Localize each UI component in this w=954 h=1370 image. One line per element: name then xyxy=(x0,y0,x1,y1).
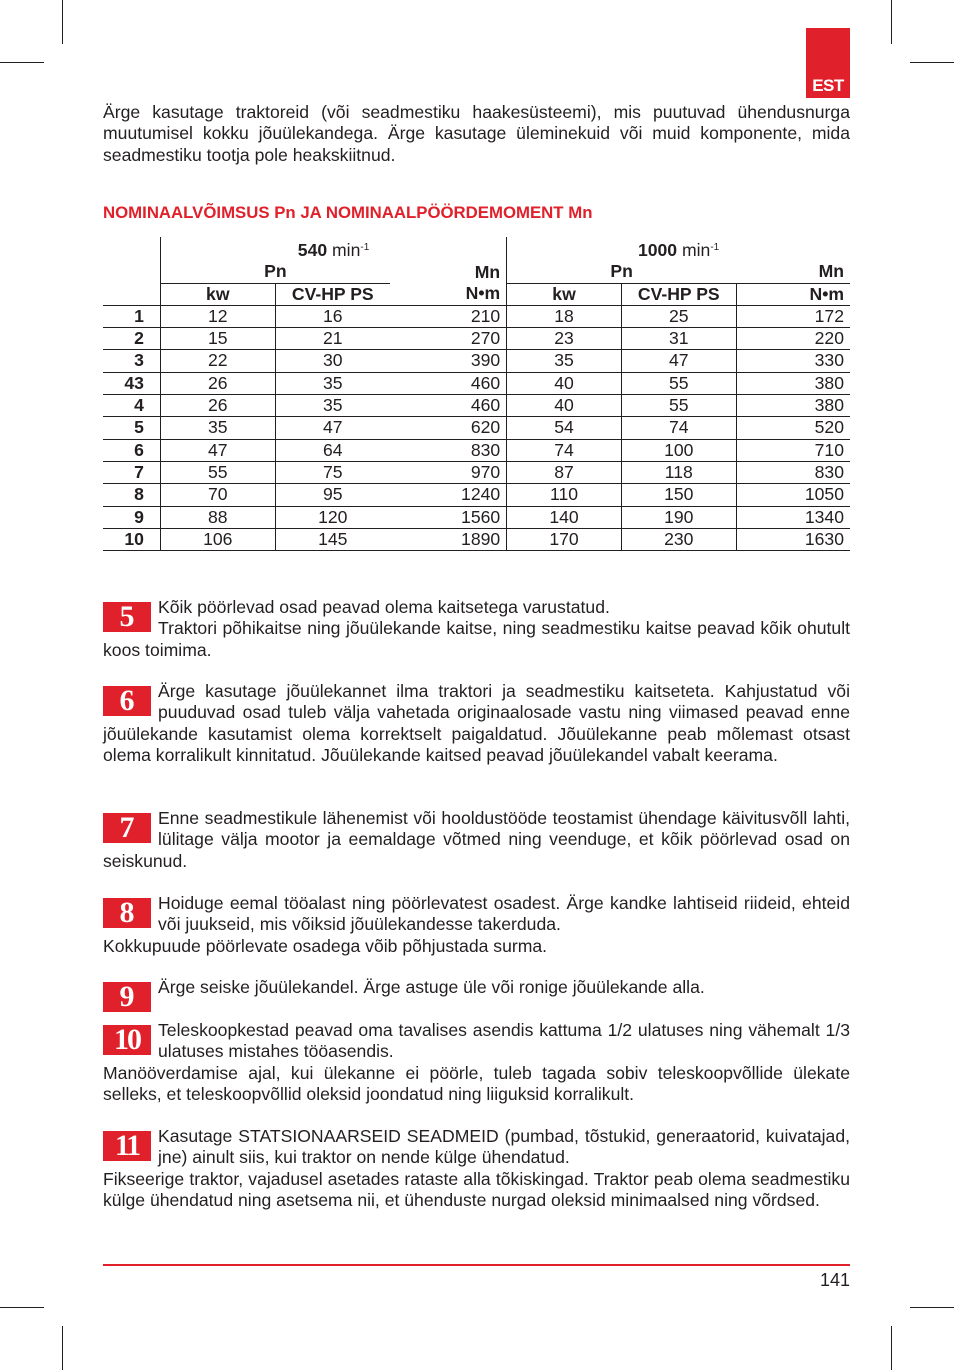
kw-540-cell: 26 xyxy=(160,395,275,417)
warning-text: Kõik pöörlevad osad peavad olema kaitsetega varustatud. xyxy=(158,597,610,617)
table-row xyxy=(103,484,850,506)
cv-header: CV-HP PS xyxy=(275,283,390,305)
table-row xyxy=(103,372,850,394)
crop-mark xyxy=(891,1326,892,1370)
warning-text-continued: Fikseerige traktor, vajadusel asetades rataste alla tõkiskingad. Traktor peab olema seadmestiku külge ühendatud ning asetsema nii, et ühenduste nurgad oleksid minimaalsed ning võrdsed. xyxy=(103,1168,850,1211)
warning-number-badge: 9 xyxy=(103,982,151,1012)
row-index-cell: 43 xyxy=(103,372,160,394)
table-row xyxy=(103,417,850,439)
warning-item-10 xyxy=(103,1020,850,1106)
cv-1000-cell: 230 xyxy=(621,528,736,550)
warning-text-continued: Manööverdamise ajal, kui ülekanne ei pöörle, tuleb tagada sobiv teleskoopvõllide ülekate selleks, et teleskoopvõllid oleksid joondatud ning liiguksid korralikult. xyxy=(103,1062,850,1105)
kw-540-cell: 106 xyxy=(160,528,275,550)
kw-1000-cell: 74 xyxy=(507,439,622,461)
pn-header: Pn xyxy=(160,261,389,283)
crop-mark xyxy=(62,1326,63,1370)
warning-item-11 xyxy=(103,1126,850,1212)
warning-text: Kasutage STATSIONAARSEID SEADMEID (pumbad, tõstukid, generaatorid, kuivatajad, jne) ainult siis, kui traktor on nende külge ühendatud. xyxy=(158,1126,850,1168)
cv-540-cell: 95 xyxy=(275,484,390,506)
nm-540-cell: 970 xyxy=(390,461,507,483)
table-row xyxy=(103,506,850,528)
cv-1000-cell: 74 xyxy=(621,417,736,439)
nm-1000-cell: 1630 xyxy=(736,528,850,550)
warning-item-7 xyxy=(103,808,850,872)
row-index-cell: 5 xyxy=(103,417,160,439)
row-index-cell: 3 xyxy=(103,350,160,372)
nm-1000-cell: 830 xyxy=(736,461,850,483)
nm-1000-cell: 172 xyxy=(736,305,850,327)
crop-mark xyxy=(891,0,892,44)
nm-540-cell: 390 xyxy=(390,350,507,372)
warning-text: Teleskoopkestad peavad oma tavalises asendis kattuma 1/2 ulatuses ning vähemalt 1/3 ulatuses mistahes tööasendis. xyxy=(158,1020,850,1062)
nm-1000-cell: 330 xyxy=(736,350,850,372)
kw-540-cell: 35 xyxy=(160,417,275,439)
kw-540-cell: 26 xyxy=(160,372,275,394)
kw-1000-cell: 87 xyxy=(507,461,622,483)
kw-header: kw xyxy=(160,283,275,305)
kw-1000-cell: 40 xyxy=(507,372,622,394)
cv-540-cell: 47 xyxy=(275,417,390,439)
row-index-cell: 4 xyxy=(103,395,160,417)
nm-1000-cell: 710 xyxy=(736,439,850,461)
kw-540-cell: 70 xyxy=(160,484,275,506)
kw-540-cell: 15 xyxy=(160,328,275,350)
warning-text: Ärge kasutage jõuülekannet ilma traktori ja seadmestiku kaitseteta. Kahjustatud või puuduvad osad tuleb välja vahetada originaalosade vastu ning viimased peavad enne jõuülekande kasutamist olema korrektselt paigaldatud. Jõuülekanne peab mõlemast otsast olema korralikult kinnitatud. Jõuülekande kaitsed peavad jõuülekandel vabalt keerama. xyxy=(103,681,850,766)
warning-number-badge: 7 xyxy=(103,813,151,843)
kw-540-cell: 55 xyxy=(160,461,275,483)
footer-rule xyxy=(103,1264,850,1266)
row-index-cell: 6 xyxy=(103,439,160,461)
table-unit-row xyxy=(103,283,850,305)
cv-540-cell: 21 xyxy=(275,328,390,350)
table-row xyxy=(103,528,850,550)
kw-1000-cell: 170 xyxy=(507,528,622,550)
warning-number-badge: 11 xyxy=(103,1131,151,1161)
warning-item-6 xyxy=(103,681,850,767)
nm-540-cell: 460 xyxy=(390,372,507,394)
cv-540-cell: 64 xyxy=(275,439,390,461)
nm-540-cell: 620 xyxy=(390,417,507,439)
nm-540-cell: 1240 xyxy=(390,484,507,506)
row-index-cell: 7 xyxy=(103,461,160,483)
crop-mark xyxy=(0,1307,44,1308)
nm-1000-cell: 380 xyxy=(736,372,850,394)
cv-540-cell: 30 xyxy=(275,350,390,372)
kw-1000-cell: 35 xyxy=(507,350,622,372)
nm-540-cell: 460 xyxy=(390,395,507,417)
cv-1000-cell: 118 xyxy=(621,461,736,483)
crop-mark xyxy=(910,62,954,63)
cv-1000-cell: 100 xyxy=(621,439,736,461)
nm-1000-cell: 1340 xyxy=(736,506,850,528)
row-index-cell: 9 xyxy=(103,506,160,528)
nm-1000-cell: 520 xyxy=(736,417,850,439)
kw-1000-cell: 140 xyxy=(507,506,622,528)
nm-1000-cell: 220 xyxy=(736,328,850,350)
nm-540-cell: 270 xyxy=(390,328,507,350)
cv-1000-cell: 190 xyxy=(621,506,736,528)
warning-number-badge: 6 xyxy=(103,686,151,716)
cv-1000-cell: 47 xyxy=(621,350,736,372)
table-heading: NOMINAALVÕIMSUS Pn JA NOMINAALPÖÖRDEMOMENT Mn xyxy=(103,203,593,222)
nm-540-cell: 830 xyxy=(390,439,507,461)
intro-paragraph: Ärge kasutage traktoreid (või seadmestiku haakesüsteemi), mis puutuvad ühendusnurga muutumisel kokku jõuülekandega. Ärge kasutage üleminekuid või muid komponente, mida seadmestiku tootja pole heakskiitnud. xyxy=(103,102,850,165)
cv-540-cell: 16 xyxy=(275,305,390,327)
table-row xyxy=(103,395,850,417)
row-index-cell: 8 xyxy=(103,484,160,506)
warning-text-continued: Traktori põhikaitse ning jõuülekande kaitse, ning seadmestiku kaitse peavad kõik ohutult koos toimima. xyxy=(103,618,850,660)
kw-540-cell: 47 xyxy=(160,439,275,461)
warning-text: Ärge seiske jõuülekandel. Ärge astuge üle või ronige jõuülekande alla. xyxy=(158,977,705,997)
cv-540-cell: 120 xyxy=(275,506,390,528)
kw-1000-cell: 54 xyxy=(507,417,622,439)
language-tab: EST xyxy=(806,28,850,98)
pn-header: Pn xyxy=(507,261,736,283)
crop-mark xyxy=(62,0,63,44)
crop-mark xyxy=(910,1307,954,1308)
table-row xyxy=(103,461,850,483)
kw-540-cell: 22 xyxy=(160,350,275,372)
nm-540-cell: 1560 xyxy=(390,506,507,528)
cv-540-cell: 75 xyxy=(275,461,390,483)
warning-number-badge: 8 xyxy=(103,898,151,928)
nm-header: N•m xyxy=(390,283,507,305)
warning-text-continued: Kokkupuude pöörlevate osadega võib põhjustada surma. xyxy=(103,935,548,956)
cv-1000-cell: 55 xyxy=(621,395,736,417)
nm-1000-cell: 1050 xyxy=(736,484,850,506)
row-index-cell: 10 xyxy=(103,528,160,550)
page-number: 141 xyxy=(819,1270,850,1290)
warning-item-8 xyxy=(103,893,850,957)
table-row xyxy=(103,350,850,372)
warning-item-9 xyxy=(103,977,850,1012)
warning-item-5 xyxy=(103,597,850,661)
table-row xyxy=(103,439,850,461)
kw-540-cell: 12 xyxy=(160,305,275,327)
cv-540-cell: 35 xyxy=(275,395,390,417)
kw-1000-cell: 110 xyxy=(507,484,622,506)
cv-540-cell: 35 xyxy=(275,372,390,394)
cv-1000-cell: 150 xyxy=(621,484,736,506)
speed-1000-header: 1000 $\min^{-1}$ xyxy=(507,237,850,261)
crop-mark xyxy=(0,62,44,63)
table-row xyxy=(103,328,850,350)
table-speed-row xyxy=(103,237,850,261)
kw-1000-cell: 40 xyxy=(507,395,622,417)
power-torque-table xyxy=(103,237,850,551)
mn-header: Mn xyxy=(818,261,844,282)
cv-1000-cell: 25 xyxy=(621,305,736,327)
speed-540-header: 540 $\min^{-1}$ xyxy=(160,237,506,261)
warning-text: Hoiduge eemal tööalast ning pöörlevatest osadest. Ärge kandke lahtiseid riideid, ehteid või juukseid, mis võiksid jõuülekandesse takerduda. xyxy=(158,893,850,935)
warning-text: Enne seadmestikule lähenemist või hooldustööde teostamist ühendage käivitusvõll lahti, lülitage välja mootor ja eemaldage võtmed ning veenduge, et kõik pöörlevad osad on seiskunud. xyxy=(103,808,850,871)
nm-1000-cell: 380 xyxy=(736,395,850,417)
kw-1000-cell: 23 xyxy=(507,328,622,350)
kw-header: kw xyxy=(507,283,622,305)
kw-1000-cell: 18 xyxy=(507,305,622,327)
cv-1000-cell: 55 xyxy=(621,372,736,394)
row-index-cell: 2 xyxy=(103,328,160,350)
row-index-cell: 1 xyxy=(103,305,160,327)
nm-540-cell: 210 xyxy=(390,305,507,327)
warning-number-badge: 10 xyxy=(103,1025,151,1055)
cv-540-cell: 145 xyxy=(275,528,390,550)
kw-540-cell: 88 xyxy=(160,506,275,528)
cv-header: CV-HP PS xyxy=(621,283,736,305)
cv-1000-cell: 31 xyxy=(621,328,736,350)
nm-540-cell: 1890 xyxy=(390,528,507,550)
table-row xyxy=(103,305,850,327)
warning-number-badge: 5 xyxy=(103,602,151,632)
table-param-row xyxy=(103,261,850,283)
nm-header: N•m xyxy=(736,283,850,305)
mn-header: Mn xyxy=(474,261,501,282)
